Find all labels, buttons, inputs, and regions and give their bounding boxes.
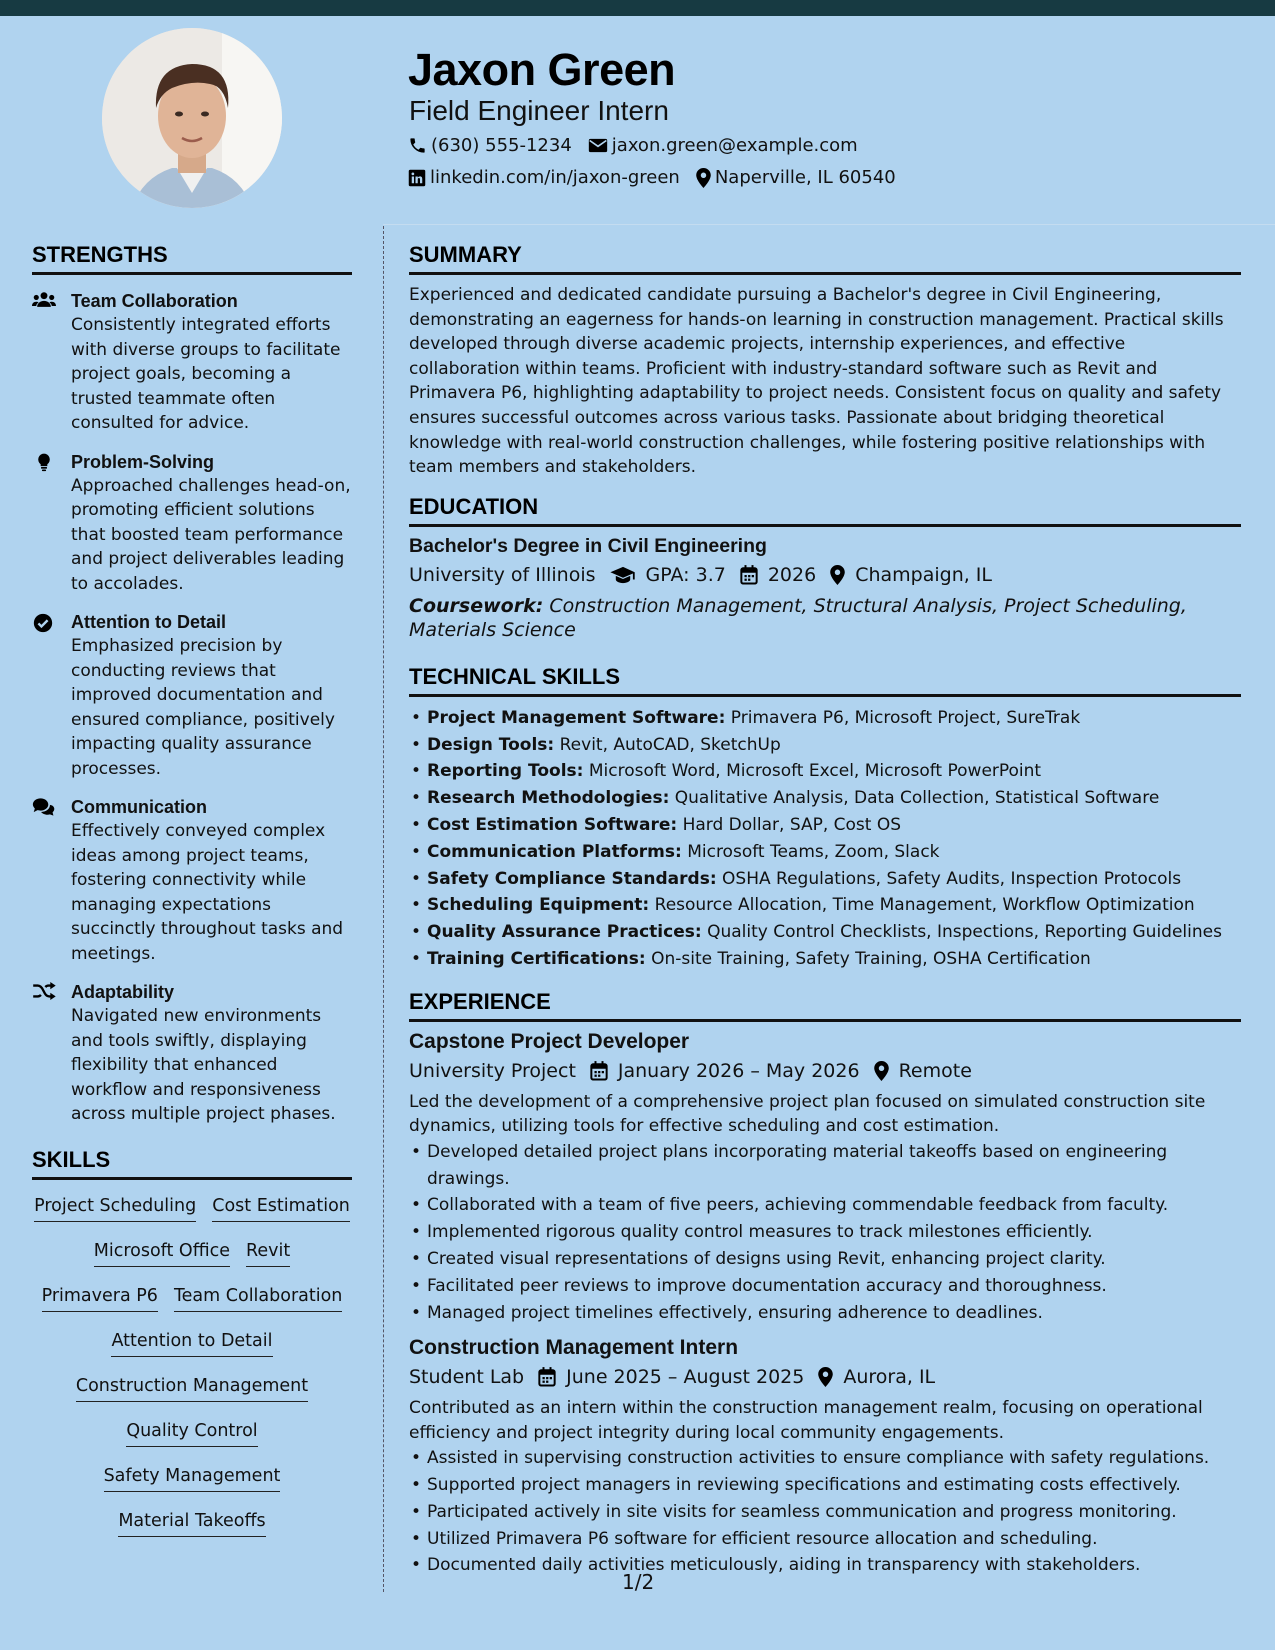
school-name: University of Illinois xyxy=(409,563,596,586)
check-circle-icon xyxy=(32,612,54,634)
summary-text: Experienced and dedicated candidate pursuing a Bachelor's degree in Civil Engineering, demonstrating an eagerness for hands-on learning in construction management. Practical skills developed through diverse academic projects, internship experiences, and effective collaboration within teams. Proficient with industry-standard software such as Revit and Primavera P6, highlighting adaptability to project needs. Consistent focus on quality and safety ensures successful outcomes across various tasks. Passionate about bridging theoretical knowledge with real-world construction challenges, while fostering positive relationships with team members and stakeholders. xyxy=(409,285,1224,478)
list-item: • Managed project timelines effectively, ensuring adherence to deadlines. xyxy=(409,1300,1241,1327)
profile-photo xyxy=(102,28,282,208)
list-item: • Research Methodologies: Qualitative Analysis, Data Collection, Statistical Software xyxy=(409,785,1241,812)
left-column xyxy=(32,242,352,1554)
experience-heading: EXPERIENCE xyxy=(409,989,1241,1022)
list-item: • Collaborated with a team of five peers, achieving commendable feedback from faculty. xyxy=(409,1192,1241,1219)
list-item: • Assisted in supervising construction activities to ensure compliance with safety regulations. xyxy=(409,1445,1241,1472)
education-section xyxy=(409,494,1241,642)
technical-skills-section xyxy=(409,664,1241,973)
map-pin-icon xyxy=(696,168,711,188)
lightbulb-icon xyxy=(32,452,56,472)
list-item: • Design Tools: Revit, AutoCAD, SketchUp xyxy=(409,732,1241,759)
strength-title: Problem-Solving xyxy=(71,451,215,472)
strength-title: Communication xyxy=(71,797,208,817)
coursework xyxy=(409,594,1241,642)
phone-icon xyxy=(408,136,427,155)
list-item: • Safety Compliance Standards: OSHA Regulations, Safety Audits, Inspection Protocols xyxy=(409,866,1241,893)
graduation-cap-icon xyxy=(610,566,636,584)
list-item: • Participated actively in site visits for seamless communication and progress monitoring. xyxy=(409,1499,1241,1526)
job-org: Student Lab xyxy=(409,1366,525,1389)
list-item: • Scheduling Equipment: Resource Allocation, Time Management, Workflow Optimization xyxy=(409,892,1241,919)
header-divider xyxy=(383,224,1275,225)
summary-section xyxy=(409,242,1241,480)
calendar-icon xyxy=(538,1367,556,1387)
users-icon xyxy=(32,291,56,309)
education-heading: EDUCATION xyxy=(409,494,1241,527)
strength-title: Attention to Detail xyxy=(71,612,226,632)
coursework-list: Construction Management, Structural Analysis, Project Scheduling, Materials Science xyxy=(409,594,1187,641)
phone-contact xyxy=(408,135,572,156)
list-item: • Implemented rigorous quality control measures to track milestones efficiently. xyxy=(409,1219,1241,1246)
skill-tag: Cost Estimation xyxy=(212,1194,350,1222)
envelope-icon xyxy=(588,137,608,154)
strength-description: Navigated new environments and tools swiftly, displaying flexibility that enhanced workflow and responsiveness across multiple project phases. xyxy=(71,1006,336,1124)
list-item: • Facilitated peer reviews to improve documentation accuracy and thoroughness. xyxy=(409,1273,1241,1300)
job-meta xyxy=(409,1366,1241,1388)
comments-icon xyxy=(32,797,56,817)
job-role: Capstone Project Developer xyxy=(409,1029,690,1053)
job-org: University Project xyxy=(409,1059,576,1082)
job-description: Contributed as an intern within the construction management realm, focusing on operational efficiency and project integrity during local community engagements. xyxy=(409,1398,1203,1443)
map-pin-icon xyxy=(818,1367,833,1387)
linkedin-contact[interactable] xyxy=(408,167,680,188)
email-contact[interactable] xyxy=(588,135,858,156)
job-dates: June 2025 – August 2025 xyxy=(566,1366,805,1389)
job-role: Construction Management Intern xyxy=(409,1336,739,1360)
list-item: • Cost Estimation Software: Hard Dollar, SAP, Cost OS xyxy=(409,812,1241,839)
shuffle-icon xyxy=(32,982,56,1000)
job-meta xyxy=(409,1060,1241,1082)
list-item: • Developed detailed project plans incorporating material takeoffs based on engineering drawings. xyxy=(409,1139,1241,1193)
skill-tag: Attention to Detail xyxy=(111,1329,272,1357)
school-location: Champaign, IL xyxy=(855,563,993,586)
skill-tag: Primavera P6 xyxy=(42,1284,158,1312)
skill-tag: Quality Control xyxy=(126,1419,257,1447)
strength-item xyxy=(32,610,352,781)
top-bar xyxy=(0,0,1275,16)
education-meta xyxy=(409,564,1241,586)
job-bullets xyxy=(409,1139,1241,1327)
skill-tag: Microsoft Office xyxy=(94,1239,230,1267)
skill-tag: Material Takeoffs xyxy=(118,1509,265,1537)
contact-row-1 xyxy=(408,135,874,156)
job-location: Remote xyxy=(898,1059,972,1082)
list-item: • Documented daily activities meticulously, aiding in transparency with stakeholders. xyxy=(409,1552,1241,1579)
job-dates: January 2026 – May 2026 xyxy=(617,1059,860,1082)
strength-description: Effectively conveyed complex ideas among project teams, fostering connectivity while managing expectations succinctly throughout tasks and meetings. xyxy=(71,821,344,964)
list-item: • Communication Platforms: Microsoft Teams, Zoom, Slack xyxy=(409,839,1241,866)
skills-tag-list xyxy=(32,1194,352,1554)
linkedin-icon xyxy=(408,169,426,187)
job-description: Led the development of a comprehensive project plan focused on simulated construction site dynamics, utilizing tools for effective scheduling and cost estimation. xyxy=(409,1091,1206,1137)
technical-skills-heading: TECHNICAL SKILLS xyxy=(409,664,1241,697)
experience-section xyxy=(409,989,1241,1580)
job-title: Field Engineer Intern xyxy=(409,95,669,126)
job-bullets xyxy=(409,1445,1241,1579)
skill-tag: Safety Management xyxy=(104,1464,281,1492)
page-number: 1/2 xyxy=(622,1570,655,1594)
map-pin-icon xyxy=(874,1061,889,1081)
calendar-icon xyxy=(590,1061,608,1081)
location-text: Naperville, IL 60540 xyxy=(714,167,896,188)
contact-row-2 xyxy=(408,167,912,188)
graduation-year: 2026 xyxy=(767,563,817,586)
strength-description: Consistently integrated efforts with diverse groups to facilitate project goals, becoming a trusted teammate often consulted for advice. xyxy=(71,315,341,433)
coursework-label: Coursework: xyxy=(409,594,544,617)
email-address[interactable]: jaxon.green@example.com xyxy=(611,135,858,156)
skills-heading: SKILLS xyxy=(32,1147,352,1180)
gpa: GPA: 3.7 xyxy=(645,563,726,586)
list-item: • Created visual representations of designs using Revit, enhancing project clarity. xyxy=(409,1246,1241,1273)
strength-item xyxy=(32,980,352,1127)
list-item: • Supported project managers in reviewing specifications and estimating costs effectively. xyxy=(409,1472,1241,1499)
list-item: • Utilized Primavera P6 software for efficient resource allocation and scheduling. xyxy=(409,1526,1241,1553)
skill-tag: Construction Management xyxy=(76,1374,308,1402)
location-contact xyxy=(696,167,896,188)
candidate-name: Jaxon Green xyxy=(408,44,676,95)
skill-tag: Project Scheduling xyxy=(34,1194,196,1222)
right-column xyxy=(409,242,1241,1593)
list-item: • Training Certifications: On-site Training, Safety Training, OSHA Certification xyxy=(409,946,1241,973)
skill-tag: Revit xyxy=(246,1239,290,1267)
map-pin-icon xyxy=(830,565,845,585)
linkedin-url[interactable]: linkedin.com/in/jaxon-green xyxy=(430,167,680,188)
summary-heading: SUMMARY xyxy=(409,242,1241,275)
strength-description: Emphasized precision by conducting reviews that improved documentation and ensured compliance, positively impacting quality assurance processes. xyxy=(71,636,335,779)
list-item: • Project Management Software: Primavera P6, Microsoft Project, SureTrak xyxy=(409,705,1241,732)
degree-title: Bachelor's Degree in Civil Engineering xyxy=(409,534,767,557)
strength-item xyxy=(32,795,352,966)
strength-description: Approached challenges head-on, promoting efficient solutions that boosted team performance and project deliverables leading to accolades. xyxy=(71,475,351,594)
strengths-heading: STRENGTHS xyxy=(32,242,352,275)
list-item: • Reporting Tools: Microsoft Word, Microsoft Excel, Microsoft PowerPoint xyxy=(409,758,1241,785)
job-entry xyxy=(409,1030,1241,1327)
strength-item xyxy=(32,450,352,597)
list-item: • Quality Assurance Practices: Quality Control Checklists, Inspections, Reporting Guidelines xyxy=(409,919,1241,946)
job-location: Aurora, IL xyxy=(843,1366,936,1389)
strength-title: Adaptability xyxy=(71,982,175,1002)
technical-skills-list xyxy=(409,705,1241,973)
strength-item xyxy=(32,289,352,436)
job-entry xyxy=(409,1336,1241,1579)
skill-tag: Team Collaboration xyxy=(174,1284,342,1312)
calendar-icon xyxy=(740,565,758,585)
column-divider xyxy=(383,226,384,1592)
phone-number: (630) 555-1234 xyxy=(431,135,572,156)
strength-title: Team Collaboration xyxy=(71,291,238,311)
